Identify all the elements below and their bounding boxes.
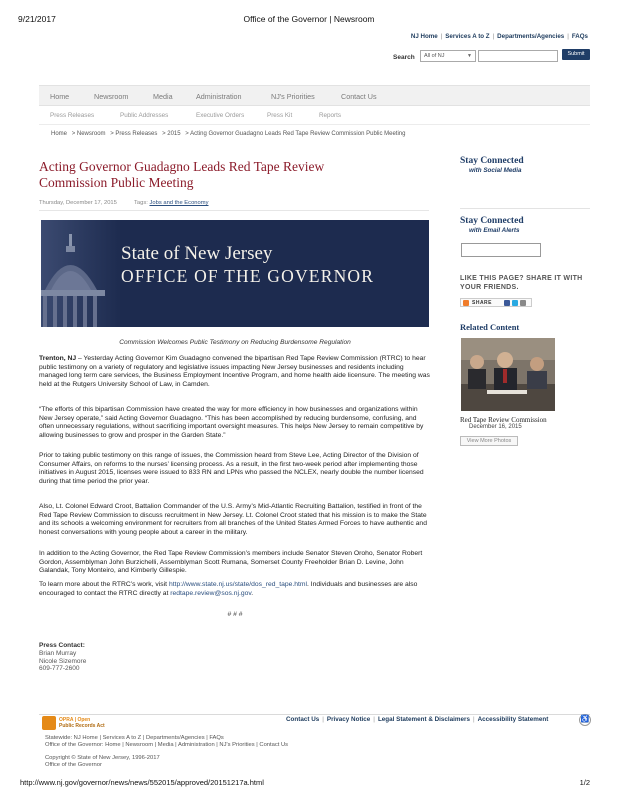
breadcrumb	[51, 131, 408, 137]
email-alert-input[interactable]	[461, 243, 541, 257]
breadcrumb-year[interactable]: > 2015	[162, 131, 181, 137]
footer-link-accessibility[interactable]: Accessibility Statement	[477, 716, 549, 723]
util-link-departments[interactable]: Departments/Agencies	[497, 33, 565, 40]
share-label: SHARE	[472, 300, 493, 306]
article-date: Thursday, December 17, 2015	[39, 200, 117, 206]
search-input[interactable]	[478, 50, 558, 62]
banner-state-name: State of New Jersey	[121, 243, 273, 264]
paragraph-5: In addition to the Acting Governor, the Red Tape Review Commission’s members include Senator Steven Oroho, Senator Robert Gordon, Assemblyman John Burzichelli, Assemblyman Scott Rumana, Somerset County Freeholder Brian D. Levine, John Galandak, Tony Monteiro, and Kimberly Gillespie.	[39, 550, 423, 575]
opra-seal-icon	[42, 716, 56, 730]
print-url: http://www.nj.gov/governor/news/news/552015/approved/20151217a.html	[20, 778, 264, 787]
nav-home[interactable]: Home	[50, 92, 70, 101]
press-contact-name-1: Brian Murray	[39, 649, 77, 657]
email-heading: Stay Connected	[460, 216, 524, 226]
page-title: Acting Governor Guadagno Leads Red Tape Review Commission Public Meeting	[39, 159, 325, 190]
copyright-office: Office of the Governor	[45, 762, 102, 768]
search-submit-button[interactable]: Submit	[562, 49, 590, 60]
breadcrumb-press-releases[interactable]: > Press Releases	[110, 131, 158, 137]
paragraph-6-end: .	[251, 589, 254, 597]
breadcrumb-newsroom[interactable]: > Newsroom	[71, 131, 106, 137]
footer-statewide-links[interactable]: Statewide: NJ Home | Services A to Z | Departments/Agencies | FAQs	[45, 735, 224, 741]
view-more-photos-button[interactable]: View More Photos	[460, 436, 518, 446]
press-contact	[39, 642, 86, 673]
search-scope-value: All of NJ	[424, 53, 445, 59]
tags-label: Tags:	[134, 200, 148, 206]
copyright: Copyright © State of New Jersey, 1996-2017	[45, 755, 160, 761]
end-marker: # # #	[227, 611, 243, 618]
share-icon	[463, 300, 469, 306]
email-subheading: with Email Alerts	[469, 227, 520, 234]
footer-governor-links[interactable]: Office of the Governor: Home | Newsroom | Media | Administration | NJ's Priorities | Contact Us	[45, 742, 289, 748]
email-icon	[520, 300, 526, 306]
opra-logo[interactable]	[42, 716, 105, 730]
util-link-services[interactable]: Services A to Z	[445, 33, 490, 40]
social-heading: Stay Connected	[460, 156, 524, 166]
subnav-public-addresses[interactable]: Public Addresses	[120, 112, 169, 119]
nav-priorities[interactable]: NJ's Priorities	[271, 92, 315, 101]
paragraph-2: “The efforts of this bipartisan Commission have created the way for more efficiency in how businesses and organizations within New Jersey operate,” said Acting Governor Guadagno. “This has been accomplished by reducing burdensome, confusing, and often unnecessary regulations, without sacrificing important oversight measures. This helps New Jersey to remain competitive by allowing businesses to grow and prosper in the Garden State.”	[39, 406, 424, 440]
opra-logo-line2: Public Records Act	[59, 723, 105, 729]
dateline: Trenton, NJ	[39, 355, 77, 362]
meeting-photo-icon	[461, 338, 555, 411]
press-contact-name-2: Nicole Sizemore	[39, 657, 87, 665]
breadcrumb-current: > Acting Governor Guadagno Leads Red Tape Review Commission Public Meeting	[185, 131, 406, 137]
footer-link-contact[interactable]: Contact Us	[286, 716, 320, 723]
print-date: 9/21/2017	[18, 14, 56, 24]
util-link-nj-home[interactable]: NJ Home	[410, 33, 438, 40]
search-label: Search	[393, 54, 415, 61]
nav-administration[interactable]: Administration	[196, 92, 242, 101]
facebook-icon	[504, 300, 510, 306]
press-contact-phone: 609-777-2600	[39, 665, 80, 673]
utility-links: NJ Home | Services A to Z | Departments/Agencies | FAQs	[410, 33, 588, 40]
subnav-press-kit[interactable]: Press Kit	[267, 112, 293, 119]
related-item-date: December 16, 2015	[469, 424, 522, 430]
paragraph-3: Prior to taking public testimony on this range of issues, the Commission heard from Steve Lee, Acting Director of the Division of Consumer Affairs, on reforms to the nurses’ licensing process. As a result, in the first two-week period after implementing those initiatives in August 2015, licenses were issued to 833 RN and LPNs who passed the NCLEX, nearly double the number licensed during that time period the prior year.	[39, 452, 424, 486]
accessibility-icon[interactable]: ♿	[579, 714, 591, 726]
share-prompt: LIKE THIS PAGE? SHARE IT WITH YOUR FRIENDS.	[460, 275, 583, 291]
main-nav	[39, 85, 590, 106]
nav-media[interactable]: Media	[153, 92, 173, 101]
social-subheading[interactable]: with Social Media	[469, 167, 522, 174]
footer-link-privacy[interactable]: Privacy Notice	[326, 716, 371, 723]
paragraph-6-text: To learn more about the RTRC’s work, visit	[39, 581, 169, 588]
subnav-reports[interactable]: Reports	[319, 112, 342, 119]
related-content-heading: Related Content	[460, 322, 520, 332]
twitter-icon	[512, 300, 518, 306]
related-item-title[interactable]: Red Tape Review Commission	[460, 416, 547, 424]
subnav-executive-orders[interactable]: Executive Orders	[196, 112, 245, 119]
related-photo[interactable]	[461, 338, 555, 411]
paragraph-1-text: – Yesterday Acting Governor Kim Guadagno convened the bipartisan Red Tape Review Commission (RTRC) to hear public testimony on a variety of regulatory and legislative issues impacting New Jersey businesses and residents including managed long term care services, the Business Employment Incentive Program, and home health aide licensure. The meeting was held at the Rutgers University School of Law, in Camden.	[39, 355, 430, 389]
tag-link[interactable]: Jobs and the Economy	[149, 200, 209, 206]
rtrc-email-link[interactable]: redtape.review@sos.nj.gov	[170, 589, 252, 597]
nav-contact[interactable]: Contact Us	[341, 92, 377, 101]
press-contact-title: Press Contact:	[39, 642, 85, 649]
nav-newsroom[interactable]: Newsroom	[94, 92, 129, 101]
banner-office-name: OFFICE OF THE GOVERNOR	[121, 266, 375, 286]
breadcrumb-home[interactable]: Home	[51, 131, 68, 137]
chevron-down-icon: ▼	[467, 53, 472, 59]
footer-links: Contact Us | Privacy Notice | Legal Statement & Disclaimers | Accessibility Statement	[286, 716, 549, 723]
paragraph-6	[39, 581, 433, 598]
opra-logo-line1: OPRA | Open	[59, 717, 91, 723]
search-scope-select[interactable]	[420, 50, 476, 62]
sidebar-divider	[460, 208, 590, 209]
governor-banner	[41, 220, 429, 327]
print-page-number: 1/2	[579, 778, 590, 787]
footer-divider	[39, 714, 590, 715]
paragraph-4: Also, Lt. Colonel Edward Croot, Battalion Commander of the U.S. Army’s Mid-Atlantic Recruiting Battalion, testified in front of the Red Tape Review Commission to discuss recruitment in New Jersey. Lt. Colonel Croot stated that his mission is to make the State and its schools a welcoming environment for recruiters from all branches of the United States Armed Forces to have authentic and honest conversations with young people about a career in the military.	[39, 503, 427, 537]
divider	[39, 210, 429, 211]
article-meta	[39, 200, 208, 206]
util-link-faqs[interactable]: FAQs	[571, 33, 588, 40]
paragraph-6-text-2: . Individuals and businesses are also encouraged to contact the RTRC directly at	[39, 581, 418, 597]
subnav-press-releases[interactable]: Press Releases	[50, 112, 95, 119]
article-subtitle: Commission Welcomes Public Testimony on Reducing Burdensome Regulation	[119, 339, 351, 346]
paragraph-1	[39, 355, 433, 390]
sub-nav	[39, 106, 590, 125]
rtrc-link[interactable]: http://www.state.nj.us/state/dos_red_tape.html	[168, 581, 308, 588]
footer-link-legal[interactable]: Legal Statement & Disclaimers	[377, 716, 470, 723]
share-button[interactable]	[460, 298, 532, 307]
print-title: Office of the Governor | Newsroom	[243, 14, 375, 24]
